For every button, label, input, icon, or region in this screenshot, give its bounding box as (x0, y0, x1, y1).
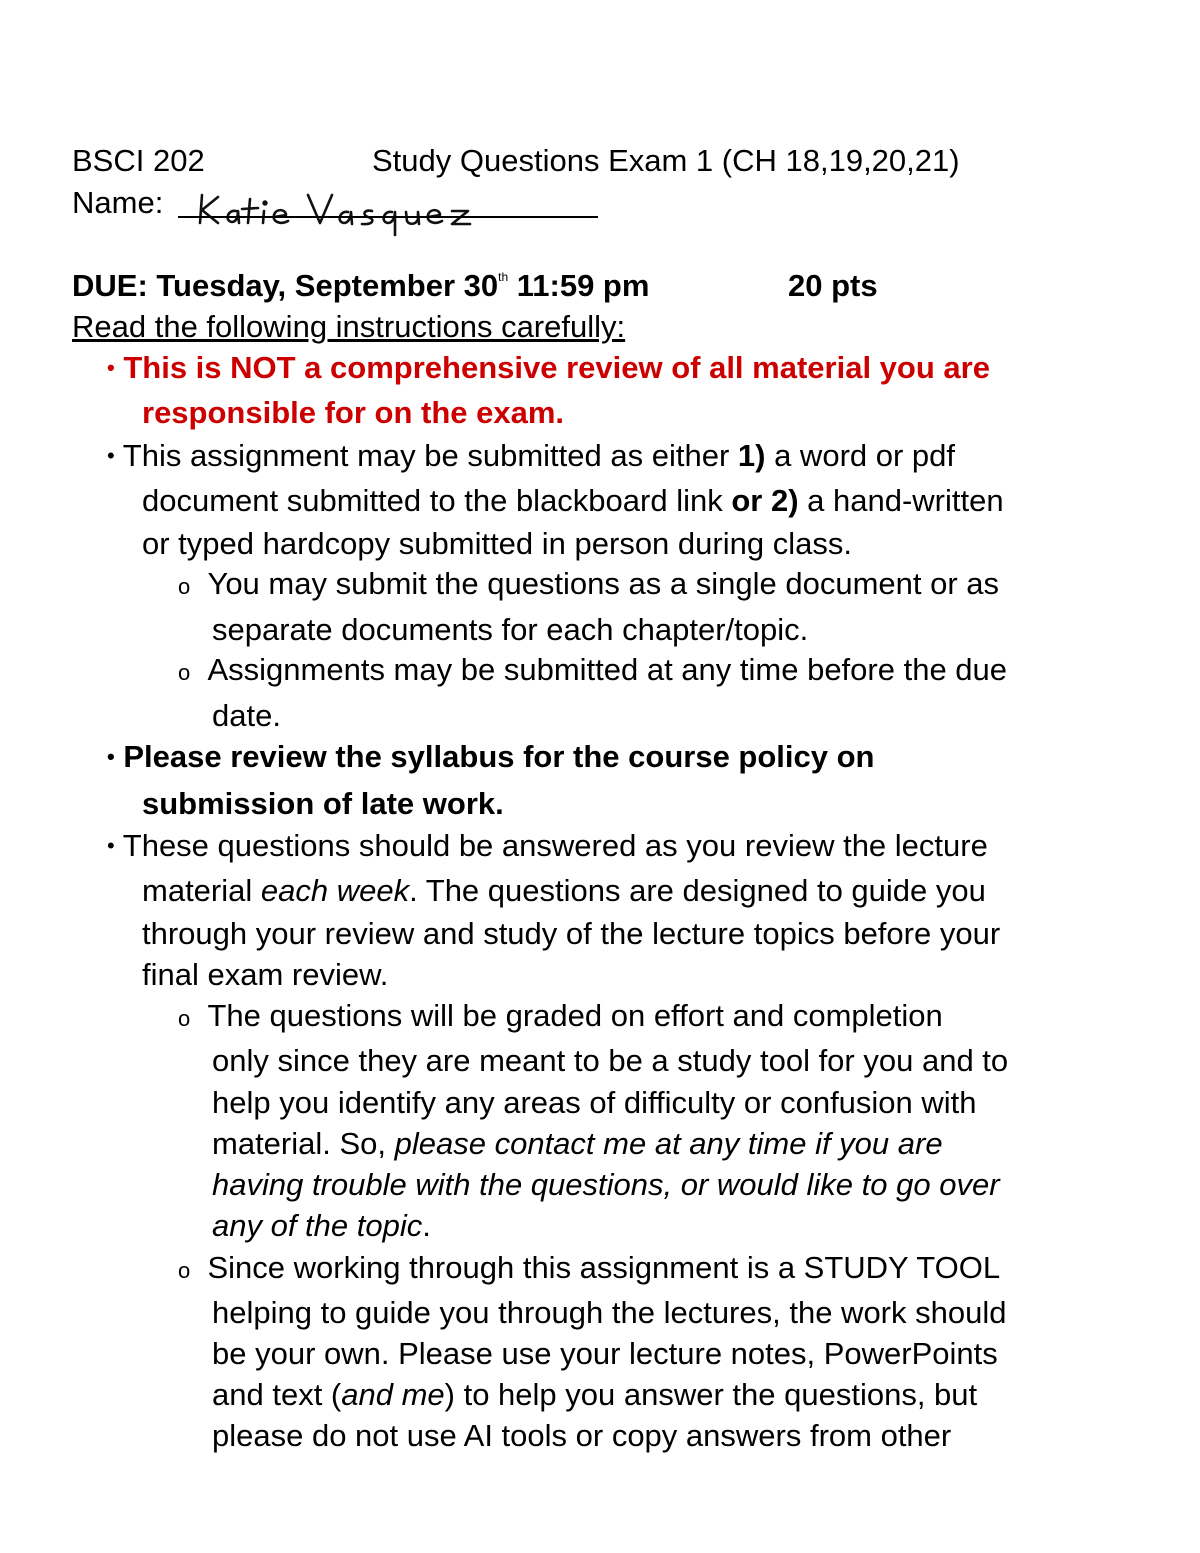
due-time: 11:59 pm (508, 268, 650, 303)
list-item-continuation: final exam review. (142, 957, 389, 992)
sub-list-item-continuation: any of the topic. (212, 1208, 431, 1243)
sub-list-item: o Assignments may be submitted at any time before the due (178, 652, 1008, 687)
sub-list-item-continuation: date. (212, 698, 281, 733)
sub-list-item-continuation: only since they are meant to be a study tool for you and to (212, 1043, 1009, 1078)
document-title: Study Questions Exam 1 (CH 18,19,20,21) (372, 143, 960, 178)
name-underline (178, 216, 598, 218)
sub-list-item: o You may submit the questions as a single document or as (178, 566, 1000, 601)
sub-bullet-icon: o (178, 1006, 191, 1031)
sub-list-item-continuation: help you identify any areas of difficulty or confusion with (212, 1085, 977, 1120)
points-value: 20 pts (788, 268, 878, 303)
due-superscript: th (498, 270, 509, 284)
name-label: Name: (72, 185, 164, 220)
sub-list-item: o The questions will be graded on effort and completion (178, 998, 943, 1033)
bullet-icon: • (107, 443, 115, 468)
list-item: • These questions should be answered as you review the lecture (107, 828, 988, 863)
list-item-continuation: submission of late work. (142, 786, 504, 821)
list-item-continuation: document submitted to the blackboard link or 2) a hand-written (142, 483, 1004, 518)
sub-list-item-continuation: separate documents for each chapter/topic. (212, 612, 809, 647)
due-label: DUE: Tuesday, September 30 (72, 268, 499, 303)
list-item-continuation: responsible for on the exam. (142, 395, 565, 430)
due-date (72, 270, 649, 301)
handwritten-name-signature (196, 185, 516, 237)
instructions-heading: Read the following instructions carefully: (72, 309, 626, 344)
sub-bullet-icon: o (178, 660, 191, 685)
list-item-continuation: material each week. The questions are designed to guide you (142, 873, 986, 908)
sub-bullet-icon: o (178, 1258, 191, 1283)
list-item: • This assignment may be submitted as either 1) a word or pdf (107, 438, 956, 473)
list-item-continuation: through your review and study of the lecture topics before your (142, 916, 1001, 951)
list-item: • This is NOT a comprehensive review of all material you are (107, 350, 990, 385)
sub-list-item-continuation: and text (and me) to help you answer the questions, but (212, 1377, 978, 1412)
course-code: BSCI 202 (72, 143, 205, 178)
sub-list-item: o Since working through this assignment is a STUDY TOOL (178, 1250, 1001, 1285)
sub-list-item-continuation: be your own. Please use your lecture notes, PowerPoints (212, 1336, 998, 1371)
list-item-continuation: or typed hardcopy submitted in person during class. (142, 526, 852, 561)
bullet-icon: • (107, 355, 115, 380)
sub-list-item-continuation: material. So, please contact me at any time if you are (212, 1126, 943, 1161)
bullet-icon: • (107, 744, 115, 769)
sub-list-item-continuation: helping to guide you through the lectures, the work should (212, 1295, 1007, 1330)
sub-bullet-icon: o (178, 574, 191, 599)
list-item: • Please review the syllabus for the course policy on (107, 739, 875, 774)
sub-list-item-continuation: having trouble with the questions, or would like to go over (212, 1167, 1000, 1202)
sub-list-item-continuation: please do not use AI tools or copy answers from other (212, 1418, 952, 1453)
bullet-icon: • (107, 833, 115, 858)
